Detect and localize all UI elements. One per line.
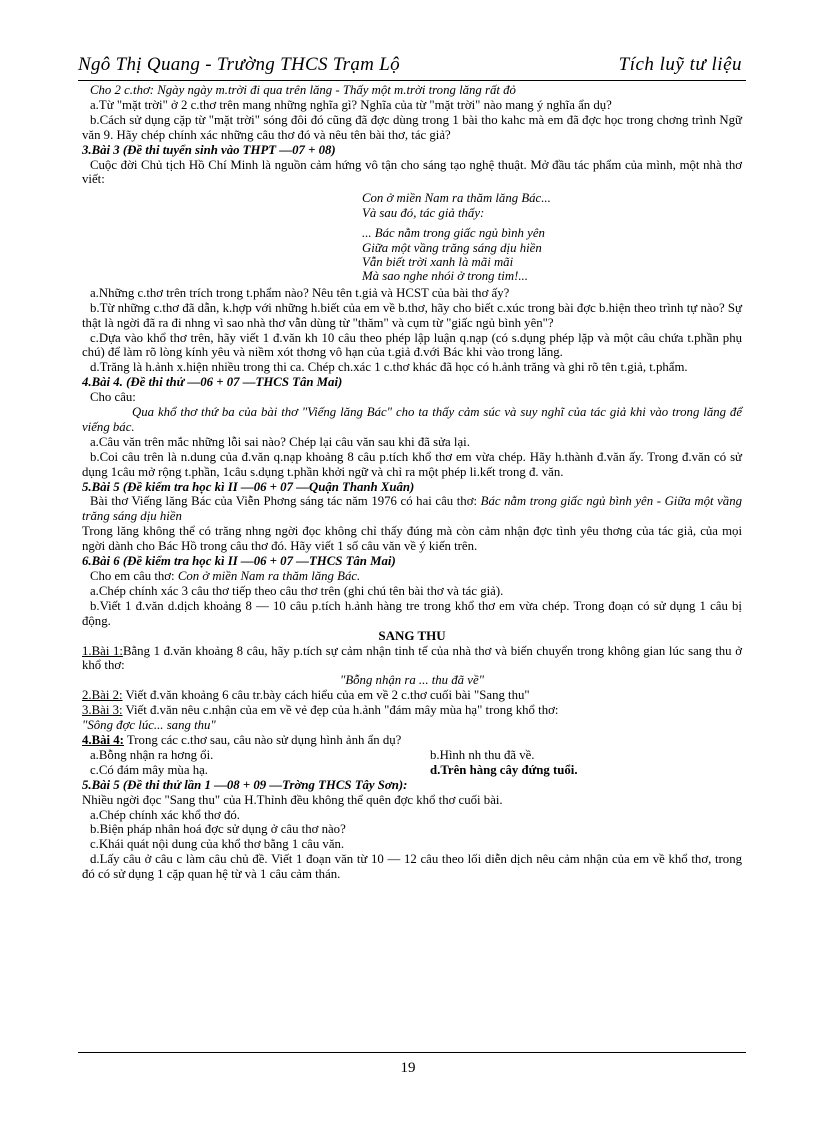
sang-thu-exercise-5-heading: 5.Bài 5 (Đề thi thử lần 1 —08 + 09 —Trờng THCS Tây Sơn): xyxy=(82,777,408,792)
sang-thu-exercise-4 xyxy=(82,733,742,748)
exercise-label: 4.Bài 4: xyxy=(82,732,124,747)
page-number: 19 xyxy=(400,1060,416,1076)
exercise-3-intro: Cuộc đời Chủ tịch Hồ Chí Minh là nguồn cảm hứng vô tận cho sáng tạo nghệ thuật. Mở đầu tác phẩm của mình, một nhà thơ viết: xyxy=(82,157,742,187)
exercise-label: 1.Bài 1: xyxy=(82,643,123,658)
exercise-4-heading: 4.Bài 4. (Đề thi thử —06 + 07 —THCS Tân Mai) xyxy=(82,375,343,390)
exercise-6-heading: 6.Bài 6 (Đề kiểm tra học kì II —06 + 07 —THCS Tân Mai) xyxy=(82,554,396,569)
exercise-6-poem-quote: Con ở miền Nam ra thăm lăng Bác. xyxy=(177,569,361,583)
exercise-6-a: a.Chép chính xác 3 câu thơ tiếp theo câu thơ trên (ghi chú tên bài thơ và tác giả). xyxy=(90,583,504,598)
header-section-title: Tích luỹ tư liệu xyxy=(618,54,742,75)
poem-excerpt xyxy=(362,191,742,283)
options-row xyxy=(82,763,742,778)
sang-thu-exercise-1 xyxy=(82,644,742,674)
document-body xyxy=(82,83,742,882)
exercise-3-a: a.Những c.thơ trên trích trong t.phẩm nào? Nêu tên t.giả và HCST của bài thơ ấy? xyxy=(90,285,510,300)
poem-line: Vẫn biết trời xanh là mãi mãi xyxy=(362,254,514,269)
poem-line: ... Bác nằm trong giấc ngủ bình yên xyxy=(362,226,545,241)
page-header xyxy=(78,52,746,81)
option-b: b.Hình nh thu đã về. xyxy=(430,747,535,762)
sang-thu-exercise-5-d: d.Lấy câu ở câu c làm câu chủ đề. Viết 1 đoạn văn từ 10 — 12 câu theo lối diễn dịch nêu cảm nhận của em về khổ thơ, trong đó có sử dụng 1 cặp quan hệ từ và 1 câu cảm thán. xyxy=(82,852,742,882)
exercise-5-heading: 5.Bài 5 (Đề kiểm tra học kì II —06 + 07 —Quận Thanh Xuân) xyxy=(82,479,415,494)
sang-thu-exercise-5-a: a.Chép chính xác khổ thơ đó. xyxy=(90,807,240,822)
poem-line: Mà sao nghe nhói ở trong tim!... xyxy=(362,269,528,284)
exercise-5-intro xyxy=(82,494,742,524)
exercise-label: 3.Bài 3: xyxy=(82,703,123,718)
option-a: a.Bỗng nhận ra hơng ổi. xyxy=(90,747,214,762)
question-b: b.Cách sử dụng cặp từ "mặt trời" sóng đôi đó cũng đã đợc dùng trong 1 bài tho kahc mà em đã đợc học trong chơng trình Ngữ văn 9. Hãy chép chính xác những câu thơ đó và nêu tên bài thơ, tác giả? xyxy=(82,112,742,142)
option-c: c.Có đám mây mùa hạ. xyxy=(90,762,208,777)
options-row xyxy=(82,748,742,763)
poem-line: Con ở miền Nam ra thăm lăng Bác... xyxy=(362,191,551,206)
exercise-label: 2.Bài 2: xyxy=(82,688,123,703)
exercise-4-a: a.Câu văn trên mắc những lỗi sai nào? Chép lại câu văn sau khi đã sửa lại. xyxy=(90,434,470,449)
exercise-5-poem-quote: Bác nằm trong giấc ngủ bình yên - Giữa một vầng trăng sáng dịu hiền xyxy=(82,494,742,524)
exercise-4-intro: Cho câu: xyxy=(90,390,136,405)
exercise-3-c: c.Dựa vào khổ thơ trên, hãy viết 1 đ.văn kh 10 câu theo phép lập luận q.nạp (có s.dụng phép lặp và một câu chứa t.phần phụ chú) để làm rõ lòng kính yêu và niềm xót thơng vô hạn của t.giả đ.với Bác khi vào trong lăng. xyxy=(82,330,742,360)
exercise-3-d: d.Trăng là h.ảnh x.hiện nhiều trong thi ca. Chép ch.xác 1 c.thơ khác đã học có h.ảnh trăng và ghi rõ tên t.giả, t.phẩm. xyxy=(90,360,688,375)
exercise-text: Trong các c.thơ sau, câu nào sử dụng hình ảnh ẩn dụ? xyxy=(123,732,402,747)
option-d: d.Trên hàng cây đứng tuổi. xyxy=(430,762,578,777)
exercise-text: Viết đ.văn khoảng 6 câu tr.bày cách hiểu của em về 2 c.thơ cuối bài "Sang thu" xyxy=(122,688,530,703)
exercise-6-b: b.Viết 1 đ.văn d.dịch khoảng 8 — 10 câu p.tích h.ảnh hàng tre trong khổ thơ em vừa chép. Trong đoạn có sử dụng 1 câu bị động. xyxy=(82,598,742,628)
exercise-4-b: b.Coi câu trên là n.dung của đ.văn q.nạp khoảng 8 câu p.tích khổ thơ em vừa chép. Hãy h.thành đ.văn ấy. Trong đ.văn có sử dụng 1câu mở rộng t.phần, 1câu s.dụng t.phần khởi ngữ và chỉ ra một phép li.kết trong đ. văn. xyxy=(82,449,742,479)
exercise-5-task: Trong lăng không thể có trăng nhng ngời đọc không chỉ thấy đúng mà còn cảm nhận đợc tình yêu thơng của tác giả, của mọi ngời dành cho Bác Hồ trong câu thơ đó. Hãy viết 1 số câu văn về ý kiến trên. xyxy=(82,524,742,554)
exercise-3-heading: 3.Bài 3 (Đề thi tuyển sinh vào THPT —07 + 08) xyxy=(82,142,336,157)
footer-divider xyxy=(78,1052,746,1053)
sang-thu-exercise-3 xyxy=(82,703,742,718)
exercise-3-b: b.Từ những c.thơ đã dẫn, k.hợp với những h.biết của em về b.thơ, hãy cho biết c.xúc trong bài đợc b.hiện theo trình tự nào? Sự thật là ngời đã ra đi nhng vì sao nhà thơ vẫn dùng từ "thăm" và cụm từ "giấc ngủ bình yên"? xyxy=(82,300,742,330)
sang-thu-quote: "Bỗng nhận ra ... thu đã về" xyxy=(339,673,485,688)
section-title: SANG THU xyxy=(378,627,446,643)
poem-line: Và sau đó, tác giả thấy: xyxy=(362,205,485,220)
sang-thu-exercise-3-quote: "Sông đợc lúc... sang thu" xyxy=(82,718,216,733)
sang-thu-exercise-5-b: b.Biện pháp nhân hoá đợc sử dụng ở câu thơ nào? xyxy=(90,822,346,837)
intro-line: Cho 2 c.thơ: Ngày ngày m.trời đi qua trên lăng - Thấy một m.trời trong lăng rất đỏ xyxy=(90,83,516,97)
exercise-4-quote: Qua khổ thơ thứ ba của bài thơ "Viếng lăng Bác" cho ta thấy cảm súc và suy nghĩ của tác giả khi vào trong lăng để viếng bác. xyxy=(82,405,742,434)
poem-line: Giữa một vầng trăng sáng dịu hiền xyxy=(362,240,542,255)
exercise-text: Bằng 1 đ.văn khoảng 8 câu, hãy p.tích sự cảm nhận tinh tế của nhà thơ và biến chuyển trong không gian lúc sang thu ở khổ thơ: xyxy=(82,643,742,673)
sang-thu-exercise-2 xyxy=(82,688,742,703)
sang-thu-exercise-5-c: c.Khái quát nội dung của khổ thơ bằng 1 câu văn. xyxy=(90,837,345,852)
exercise-text: Viết đ.văn nêu c.nhận của em về vẻ đẹp của h.ảnh "đám mây mùa hạ" trong khổ thơ: xyxy=(122,703,559,718)
exercise-5-intro-text: Bài thơ Viếng lăng Bác của Viễn Phơng sáng tác năm 1976 có hai câu thơ: xyxy=(90,494,481,509)
question-a: a.Từ "mặt trời" ở 2 c.thơ trên mang những nghĩa gì? Nghĩa của từ "mặt trời" nào mang ý nghĩa ẩn dụ? xyxy=(90,97,612,112)
sang-thu-exercise-5-intro: Nhiều ngời đọc "Sang thu" của H.Thỉnh đều không thể quên đợc khổ thơ cuối bài. xyxy=(82,792,503,807)
header-author-school: Ngô Thị Quang - Trường THCS Trạm Lộ xyxy=(78,54,400,75)
exercise-6-intro xyxy=(82,569,742,584)
exercise-6-intro-text: Cho em câu thơ: xyxy=(90,569,178,583)
